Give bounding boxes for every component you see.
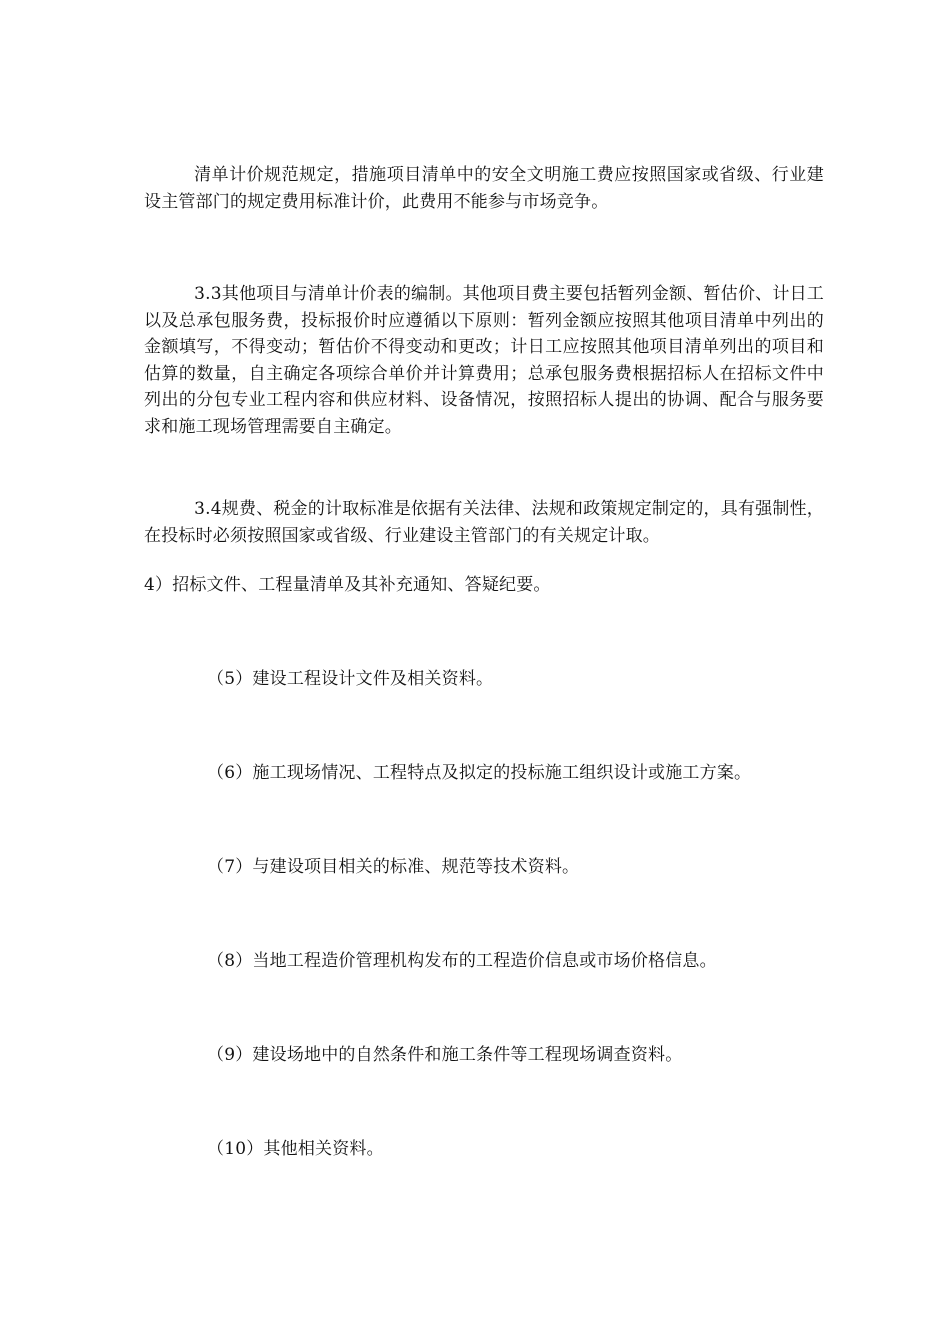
paragraph-safety-fee: 清单计价规范规定，措施项目清单中的安全文明施工费应按照国家或省级、行业建设主管部门的规定费用标准计价，此费用不能参与市场竞争。 bbox=[144, 165, 824, 212]
paragraph-3-3-other-items: 3.3其他项目与清单计价表的编制。其他项目费主要包括暂列金额、暂估价、计日工以及总承包服务费，投标报价时应遵循以下原则：暂列金额应按照其他项目清单中列出的金额填写，不得变动；暂估价不得变动和更改；计日工应按照其他项目清单列出的项目和估算的数量，自主确定各项综合单价并计算费用；总承包服务费根据招标人在招标文件中列出的分包专业工程内容和供应材料、设备情况，按照招标人提出的协调、配合与服务要求和施工现场管理需要自主确定。 bbox=[144, 284, 824, 437]
list-item-7: （7）与建设项目相关的标准、规范等技术资料。 bbox=[207, 857, 580, 877]
list-item-6: （6）施工现场情况、工程特点及拟定的投标施工组织设计或施工方案。 bbox=[207, 763, 752, 783]
list-item-9: （9）建设场地中的自然条件和施工条件等工程现场调查资料。 bbox=[207, 1045, 683, 1065]
list-item-10: （10）其他相关资料。 bbox=[207, 1139, 384, 1159]
list-item-8: （8）当地工程造价管理机构发布的工程造价信息或市场价格信息。 bbox=[207, 951, 717, 971]
list-item-5: （5）建设工程设计文件及相关资料。 bbox=[207, 669, 494, 689]
paragraph-3-4-fees-taxes: 3.4规费、税金的计取标准是依据有关法律、法规和政策规定制定的，具有强制性，在投标时必须按照国家或省级、行业建设主管部门的有关规定计取。 bbox=[144, 499, 824, 546]
list-item-4: 4）招标文件、工程量清单及其补充通知、答疑纪要。 bbox=[144, 575, 551, 595]
